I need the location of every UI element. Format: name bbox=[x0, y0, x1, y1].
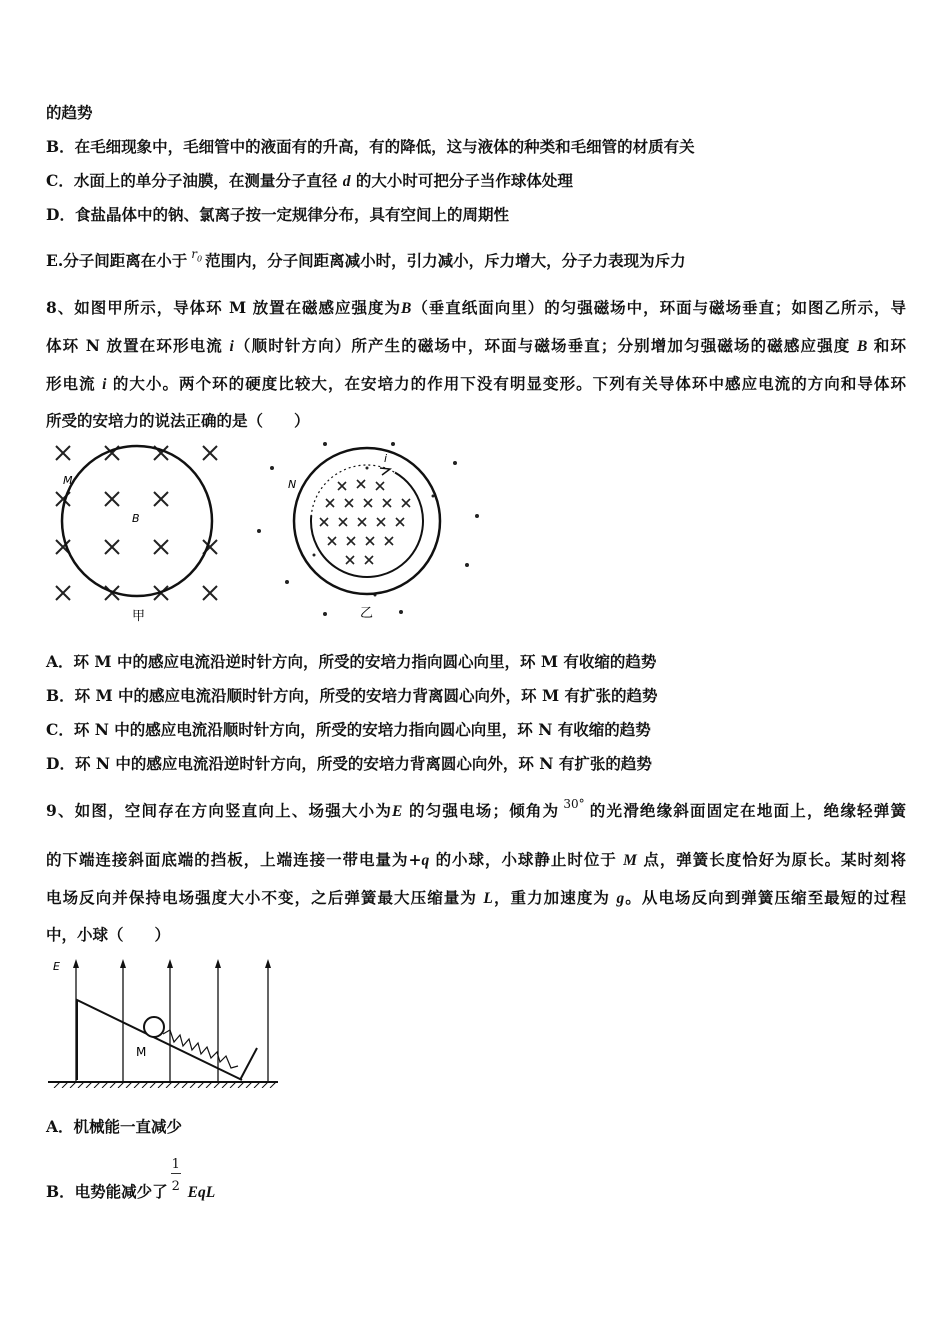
q9-option-b[interactable]: B．电势能减少了 $\frac{1}{2}$ EqL bbox=[46, 1157, 216, 1201]
q8-stem-line4: 所受的安培力的说法正确的是（ ） bbox=[46, 411, 310, 430]
caption-jia: 甲 bbox=[132, 609, 146, 624]
ball bbox=[144, 1017, 164, 1037]
q7-option-b[interactable]: B．在毛细现象中，毛细管中的液面有的升高，有的降低，这与液体的种类和毛细管的材质有关 bbox=[46, 137, 695, 156]
angle-30: 30° bbox=[563, 797, 585, 811]
q8-stem-line2: 体环 N 放置在环形电流 i（顺时针方向）所产生的磁场中，环面与磁场垂直；分别增加匀强磁场的磁感应强度 B 和环 bbox=[46, 336, 906, 355]
q9-stem-line1: 9、如图，空间存在方向竖直向上、场强大小为E 的匀强电场；倾角为 $^{30^\circ}$ 的光滑绝缘斜面固定在地面上，绝缘轻弹簧 bbox=[46, 797, 906, 820]
q8-stem-line3: 形电流 i 的大小。两个环的硬度比较大，在安培力的作用下没有明显变形。下列有关导体环中感应电流的方向和导体环 bbox=[46, 374, 906, 393]
spring bbox=[163, 1030, 238, 1068]
label-m: M bbox=[136, 1045, 147, 1059]
current-arrow-icon bbox=[380, 468, 390, 475]
stop-plate bbox=[240, 1048, 257, 1080]
inner-crosses bbox=[320, 480, 410, 564]
q8-option-b[interactable]: B．环 M 中的感应电流沿顺时针方向，所受的安培力背离圆心向外，环 M 有扩张的趋势 bbox=[46, 686, 658, 705]
q9-option-a[interactable]: A．机械能一直减少 bbox=[46, 1117, 183, 1136]
label-n: N bbox=[288, 478, 297, 491]
figure-jia bbox=[46, 436, 236, 626]
figure-incline bbox=[46, 956, 282, 1088]
q8-option-d[interactable]: D．环 N 中的感应电流沿逆时针方向，所受的安培力背离圆心向外，环 N 有扩张的趋势 bbox=[46, 754, 652, 773]
field-dots bbox=[257, 442, 479, 616]
q8-stem-line1: 8、如图甲所示，导体环 M 放置在磁感应强度为B（垂直纸面向里）的匀强磁场中，环面与磁场垂直；如图乙所示，导 bbox=[46, 298, 906, 317]
q9-stem-line3: 电场反向并保持电场强度大小不变，之后弹簧最大压缩量为 L，重力加速度为 g。从电场反向到弹簧压缩至最短的过程 bbox=[46, 888, 906, 907]
r0-symbol: r0 bbox=[191, 247, 203, 264]
fraction-half: $\frac{1}{2}$ bbox=[171, 1157, 180, 1194]
label-b: B bbox=[132, 512, 140, 525]
label-e: E bbox=[53, 960, 60, 973]
q9-stem-line2: 的下端连接斜面底端的挡板，上端连接一带电量为+q 的小球，小球静止时位于 M 点，弹簧长度恰好为原长。某时刻将 bbox=[46, 850, 906, 869]
incline bbox=[77, 1000, 242, 1080]
caption-yi: 乙 bbox=[360, 606, 374, 621]
label-m: M bbox=[63, 474, 73, 487]
field-lines bbox=[76, 964, 268, 1081]
q7-continuation: 的趋势 bbox=[46, 103, 93, 122]
field-arrow-icons bbox=[73, 959, 271, 968]
q8-option-a[interactable]: A．环 M 中的感应电流沿逆时针方向，所受的安培力指向圆心向里，环 M 有收缩的趋势 bbox=[46, 652, 657, 671]
q7-option-c[interactable]: C．水面上的单分子油膜，在测量分子直径 d 的大小时可把分子当作球体处理 bbox=[46, 171, 573, 190]
label-i: i bbox=[384, 452, 388, 465]
q8-option-c[interactable]: C．环 N 中的感应电流沿顺时针方向，所受的安培力指向圆心向里，环 N 有收缩的趋势 bbox=[46, 720, 651, 739]
q7-option-d[interactable]: D．食盐晶体中的钠、氯离子按一定规律分布，具有空间上的周期性 bbox=[46, 205, 509, 224]
figure-yi bbox=[250, 436, 490, 626]
q9-stem-line4: 中，小球（ ） bbox=[46, 925, 171, 944]
ring-n bbox=[294, 448, 440, 594]
q7-option-e[interactable]: E.分子间距离在小于 $^{r_0}$ 范围内，分子间距离减小时，引力减小，斥力增大，分子力表现为斥力 bbox=[46, 247, 686, 270]
